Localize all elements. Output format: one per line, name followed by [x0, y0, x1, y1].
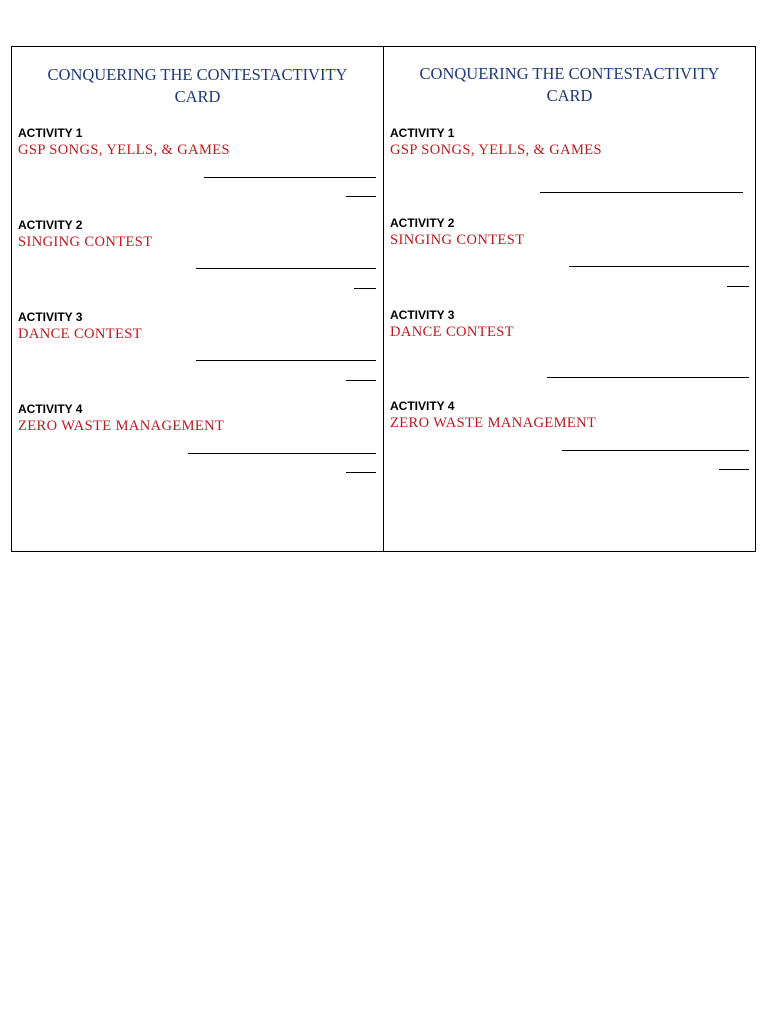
activity-name: SINGING CONTEST: [390, 232, 525, 248]
activity-label: ACTIVITY 1: [18, 126, 83, 140]
activity-card-sheet: [11, 46, 756, 552]
card-title: CONQUERING THE CONTESTACTIVITY CARD: [47, 65, 348, 106]
signature-line: [196, 268, 376, 269]
activity-name: SINGING CONTEST: [18, 234, 153, 250]
activity-name: GSP SONGS, YELLS, & GAMES: [18, 142, 230, 158]
signature-line-short: [727, 286, 749, 287]
signature-line: [196, 360, 376, 361]
signature-line-short: [346, 472, 376, 473]
activity-3: [390, 307, 748, 341]
signature-line: [540, 192, 743, 193]
activity-label: ACTIVITY 3: [390, 308, 455, 322]
signature-line: [547, 377, 749, 378]
activity-name: DANCE CONTEST: [390, 324, 515, 340]
activity-4: [18, 401, 376, 435]
signature-line: [204, 177, 376, 178]
signature-line: [562, 450, 749, 451]
activity-3: [18, 309, 376, 343]
activity-name: ZERO WASTE MANAGEMENT: [390, 415, 597, 431]
activity-label: ACTIVITY 1: [390, 126, 455, 140]
activity-label: ACTIVITY 4: [18, 402, 83, 416]
activity-label: ACTIVITY 2: [18, 218, 83, 232]
activity-label: ACTIVITY 3: [18, 310, 83, 324]
activity-card-left: [12, 47, 383, 551]
activity-1: [390, 125, 748, 159]
activity-name: GSP SONGS, YELLS, & GAMES: [390, 142, 602, 158]
activity-label: ACTIVITY 4: [390, 399, 455, 413]
activity-name: ZERO WASTE MANAGEMENT: [18, 418, 225, 434]
card-title: CONQUERING THE CONTESTACTIVITY CARD: [419, 64, 720, 105]
activity-name: DANCE CONTEST: [18, 326, 143, 342]
activity-2: [18, 217, 376, 251]
signature-line-short: [719, 469, 749, 470]
signature-line: [569, 266, 749, 267]
activity-1: [18, 125, 376, 159]
signature-line-short: [346, 380, 376, 381]
signature-line: [188, 453, 376, 454]
signature-line-short: [354, 288, 376, 289]
activity-2: [390, 215, 748, 249]
activity-4: [390, 398, 748, 432]
activity-label: ACTIVITY 2: [390, 216, 455, 230]
activity-card-right: [383, 47, 755, 551]
signature-line-short: [346, 196, 376, 197]
